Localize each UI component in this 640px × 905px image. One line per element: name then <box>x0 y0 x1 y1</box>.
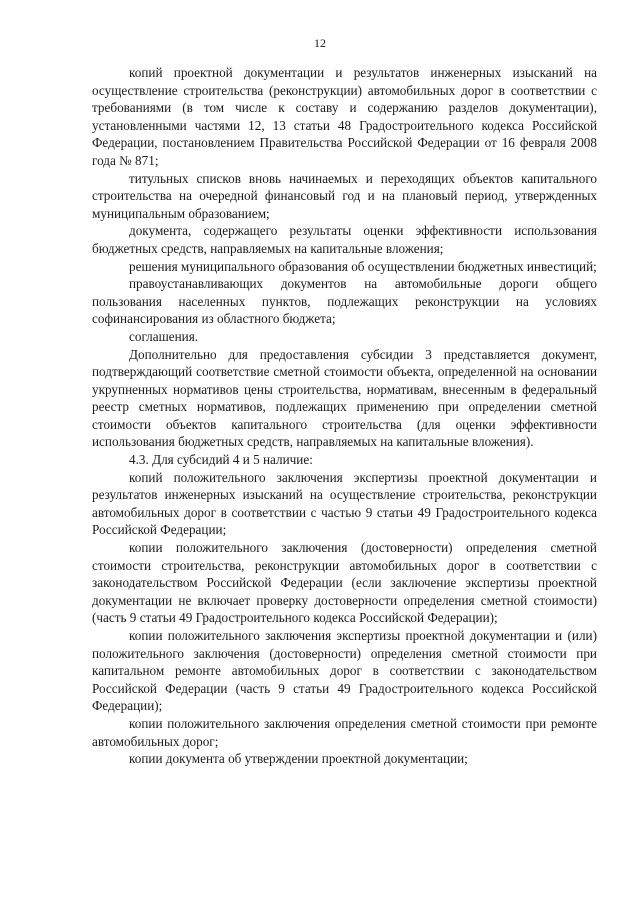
page-number: 12 <box>314 36 326 50</box>
paragraph-agreement: соглашения. <box>129 328 199 344</box>
paragraph-efficiency-assessment: документа, содержащего результаты оценки эффективности использования бюджетных средств, направляемых на капитальные вложения; <box>92 223 597 256</box>
paragraph-repair-cost: копии положительного заключения определения сметной стоимости при ремонте автомобильных дорог; <box>92 715 597 749</box>
paragraph-cost-reliability: копии положительного заключения (достоверности) определения сметной стоимости строительства, реконструкции автомобильных дорог в соответствии с законодательством Российской Федерации (если заключение экспертизы проектной документации не включает проверку достоверности определения сметной стоимости) (часть 9 статьи 49 Градостроительного кодекса Российской Федерации); <box>92 540 597 626</box>
paragraph-investment-decision: решения муниципального образования об осуществлении бюджетных инвестиций; <box>129 258 597 274</box>
paragraph-title-documents: правоустанавливающих документов на автомобильные дороги общего пользования населенных пунктов, подлежащих реконструкции на условиях софинансирования из областного бюджета; <box>92 276 597 327</box>
paragraph-design-docs: копий проектной документации и результатов инженерных изысканий на осуществление строительства (реконструкции) автомобильных дорог в соответствии с требованиями (в том числе к составу и содержанию разделов документации), установленными частями 12, 13 статьи 48 Градостроительного кодекса Российской Федерации, постановлением Правительства Российской Федерации от 16 февраля 2008 года № 871; <box>92 65 597 168</box>
paragraph-expertise-conclusion: копий положительного заключения экспертизы проектной документации и результатов инженерных изысканий на осуществление строительства, реконструкции автомобильных дорог в соответствии с частью 9 статьи 49 Градостроительного кодекса Российской Федерации; <box>92 469 597 538</box>
paragraph-title-lists: титульных списков вновь начинаемых и переходящих объектов капитального строительства на очередной финансовый год и на плановый период, утвержденных муниципальным образованием; <box>92 170 597 221</box>
paragraph-section-4-3: 4.3. Для субсидий 4 и 5 наличие: <box>129 452 313 468</box>
paragraph-additional-subsidy-3: Дополнительно для предоставления субсидии 3 представляется документ, подтверждающий соответствие сметной стоимости объекта, определенной на основании укрупненных нормативов цены строительства, нормативам, внесенным в федеральный реестр сметных нормативов, подлежащих применению при определении сметной стоимости объектов капитального строительства (для оценки эффективности использования бюджетных средств, направляемых на капитальные вложения). <box>92 346 597 450</box>
paragraph-approval-document: копии документа об утверждении проектной документации; <box>129 751 468 767</box>
paragraph-capital-repair: копии положительного заключения экспертизы проектной документации и (или) положительного заключения (достоверности) определения сметной стоимости при капитальном ремонте автомобильных дорог в соответствии с законодательством Российской Федерации (часть 9 статьи 49 Градостроительного кодекса Российской Федерации); <box>92 628 597 714</box>
document-body <box>92 64 597 768</box>
